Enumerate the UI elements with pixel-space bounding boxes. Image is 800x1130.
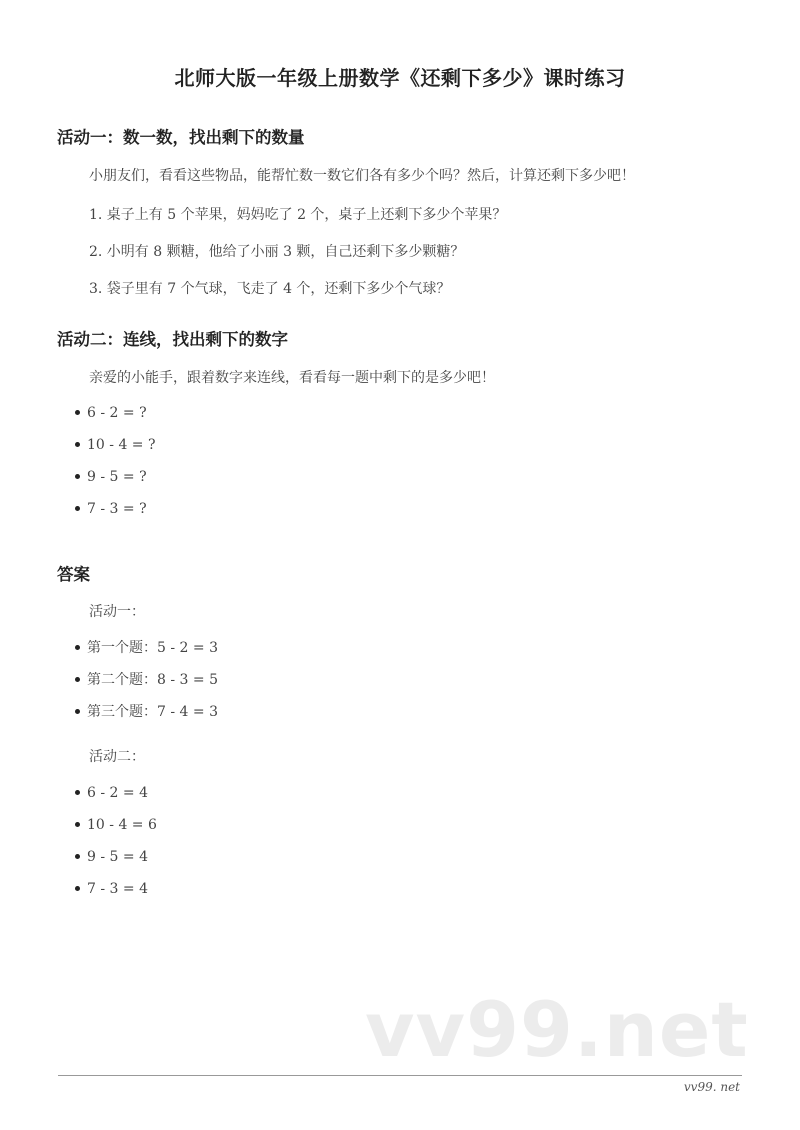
bullet-icon	[75, 854, 80, 859]
activity1-intro: 小朋友们，看看这些物品，能帮忙数一数它们各有多少个吗？然后，计算还剩下多少吧！	[89, 168, 635, 184]
bullet-icon	[75, 822, 80, 827]
activity2-problem: 10 - 4 = ?	[75, 437, 156, 453]
bullet-icon	[75, 886, 80, 891]
answer-item: 6 - 2 = 4	[75, 785, 148, 801]
activity2-problem: 7 - 3 = ?	[75, 501, 147, 517]
bullet-icon	[75, 790, 80, 795]
bullet-icon	[75, 677, 80, 682]
page-title: 北师大版一年级上册数学《还剩下多少》课时练习	[174, 66, 626, 90]
answer-item: 第二个题：8 - 3 = 5	[75, 669, 218, 689]
activity2-problem: 6 - 2 = ?	[75, 405, 147, 421]
activity1-question-3: 3. 袋子里有 7 个气球，飞走了 4 个，还剩下多少个气球？	[89, 281, 451, 297]
activity2-problem: 9 - 5 = ?	[75, 469, 147, 485]
answer-item: 7 - 3 = 4	[75, 881, 148, 897]
bullet-icon	[75, 709, 80, 714]
bullet-icon	[75, 474, 80, 479]
footer-text: vv99. net	[683, 1080, 740, 1094]
answer-item: 第一个题：5 - 2 = 3	[75, 637, 218, 657]
bullet-icon	[75, 442, 80, 447]
bullet-icon	[75, 645, 80, 650]
activity1-heading: 活动一：数一数，找出剩下的数量	[57, 128, 305, 147]
answer-item: 9 - 5 = 4	[75, 849, 148, 865]
activity1-question-1: 1. 桌子上有 5 个苹果，妈妈吃了 2 个，桌子上还剩下多少个苹果？	[89, 207, 507, 223]
answers-activity2-label: 活动二：	[89, 749, 145, 765]
answers-heading: 答案	[57, 565, 90, 584]
footer-divider	[58, 1075, 742, 1076]
answers-activity1-label: 活动一：	[89, 604, 145, 620]
activity2-intro: 亲爱的小能手，跟着数字来连线，看看每一题中剩下的是多少吧！	[89, 370, 495, 386]
activity2-heading: 活动二：连线，找出剩下的数字	[57, 330, 288, 349]
answer-item: 10 - 4 = 6	[75, 817, 157, 833]
watermark: vv99.net	[365, 985, 749, 1074]
bullet-icon	[75, 410, 80, 415]
answer-item: 第三个题：7 - 4 = 3	[75, 701, 218, 721]
activity1-question-2: 2. 小明有 8 颗糖，他给了小丽 3 颗，自己还剩下多少颗糖？	[89, 244, 465, 260]
bullet-icon	[75, 506, 80, 511]
